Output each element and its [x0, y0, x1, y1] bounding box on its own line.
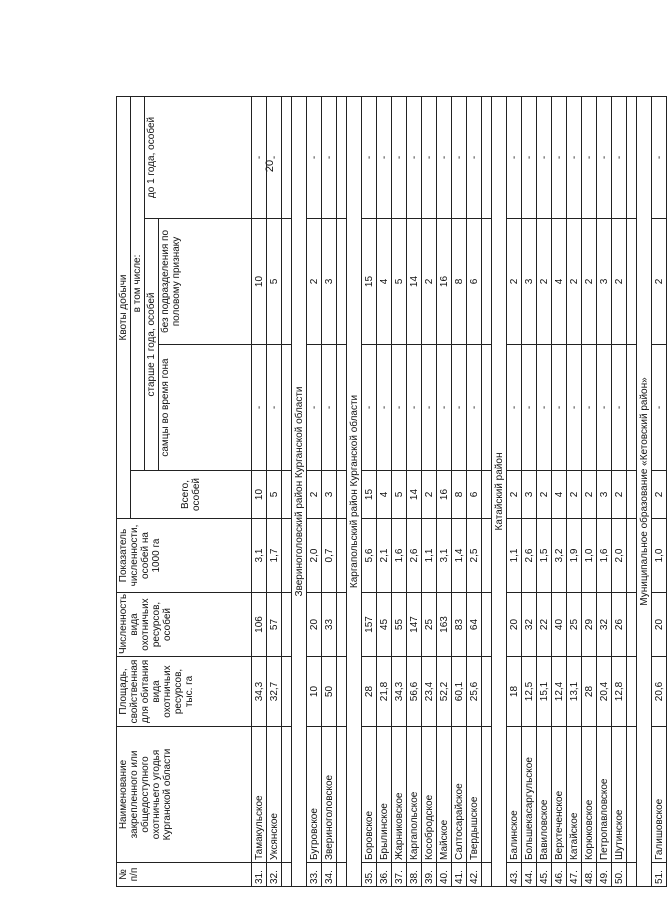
row-rut: -	[322, 345, 337, 471]
row-number: 45.	[537, 863, 552, 887]
row-area: 23,4	[422, 657, 437, 727]
spacer-cell	[282, 593, 292, 657]
row-total: 14	[407, 471, 422, 519]
row-total: 2	[567, 471, 582, 519]
header-in-that: в том числе:	[131, 96, 145, 470]
header-total: Всего, особей	[131, 471, 252, 519]
row-population: 25	[422, 593, 437, 657]
row-name: Каргапольское	[407, 727, 422, 863]
table-row	[467, 96, 482, 886]
row-young: -	[467, 96, 482, 218]
row-population: 57	[267, 593, 282, 657]
page-number: 20	[264, 159, 276, 173]
row-name: Вавиловское	[537, 727, 552, 863]
table-row	[567, 96, 582, 886]
row-area: 10	[307, 657, 322, 727]
row-density: 3,2	[552, 519, 567, 593]
row-number: 40.	[437, 863, 452, 887]
section-title: Катайский район	[492, 96, 507, 886]
spacer-cell	[482, 863, 492, 887]
spacer-row	[482, 96, 492, 886]
spacer-cell	[282, 96, 292, 218]
spacer-cell	[282, 657, 292, 727]
header-no-gender: без подразделения по половому признаку	[159, 219, 252, 345]
row-rut: -	[392, 345, 407, 471]
table-row	[652, 96, 667, 886]
row-number: 48.	[582, 863, 597, 887]
spacer-cell	[282, 471, 292, 519]
row-population: 33	[322, 593, 337, 657]
header-young: до 1 года, особей	[145, 96, 252, 218]
row-density: 1,6	[392, 519, 407, 593]
row-no-gender: 10	[252, 219, 267, 345]
row-total: 2	[422, 471, 437, 519]
row-area: 50	[322, 657, 337, 727]
row-name: Большекасаргульское	[522, 727, 537, 863]
row-population: 45	[377, 593, 392, 657]
row-rut: -	[537, 345, 552, 471]
row-young: -	[522, 96, 537, 218]
row-rut: -	[307, 345, 322, 471]
row-population: 20	[652, 593, 667, 657]
row-number: 51.	[652, 863, 667, 887]
table-row	[612, 96, 627, 886]
row-population: 20	[507, 593, 522, 657]
row-number: 36.	[377, 863, 392, 887]
row-area: 12,4	[552, 657, 567, 727]
row-number: 37.	[392, 863, 407, 887]
row-no-gender: 6	[467, 219, 482, 345]
row-no-gender: 3	[322, 219, 337, 345]
row-density: 2,0	[612, 519, 627, 593]
row-rut: -	[507, 345, 522, 471]
row-density: 1,1	[422, 519, 437, 593]
row-name: Брылинское	[377, 727, 392, 863]
row-young: -	[652, 96, 667, 218]
header-population: Численность вида охотничьих ресурсов, особей	[117, 593, 252, 657]
row-no-gender: 5	[392, 219, 407, 345]
row-population: 157	[362, 593, 377, 657]
row-young: -	[567, 96, 582, 218]
spacer-cell	[627, 96, 637, 218]
row-number: 46.	[552, 863, 567, 887]
spacer-cell	[337, 593, 347, 657]
row-population: 64	[467, 593, 482, 657]
row-density: 1,1	[507, 519, 522, 593]
row-name: Тамакульское	[252, 727, 267, 863]
spacer-cell	[282, 345, 292, 471]
row-total: 2	[652, 471, 667, 519]
row-name: Катайское	[567, 727, 582, 863]
table-row	[362, 96, 377, 886]
table-row	[507, 96, 522, 886]
spacer-row	[337, 96, 347, 886]
quota-table	[116, 96, 667, 887]
row-young: -	[377, 96, 392, 218]
spacer-cell	[482, 519, 492, 593]
spacer-cell	[482, 727, 492, 863]
header-rut: самцы во время гона	[159, 345, 252, 471]
row-number: 43.	[507, 863, 522, 887]
row-number: 42.	[467, 863, 482, 887]
spacer-cell	[482, 593, 492, 657]
row-name: Майское	[437, 727, 452, 863]
row-young: -	[267, 96, 282, 218]
row-population: 26	[612, 593, 627, 657]
spacer-cell	[627, 219, 637, 345]
row-number: 34.	[322, 863, 337, 887]
row-number: 32.	[267, 863, 282, 887]
row-no-gender: 2	[582, 219, 597, 345]
row-density: 2,6	[522, 519, 537, 593]
row-density: 1,4	[452, 519, 467, 593]
row-population: 147	[407, 593, 422, 657]
row-rut: -	[582, 345, 597, 471]
row-rut: -	[267, 345, 282, 471]
spacer-cell	[282, 727, 292, 863]
spacer-cell	[627, 519, 637, 593]
row-density: 1,6	[597, 519, 612, 593]
row-name: Петропавловское	[597, 727, 612, 863]
row-total: 8	[452, 471, 467, 519]
row-rut: -	[612, 345, 627, 471]
row-density: 1,7	[267, 519, 282, 593]
row-population: 40	[552, 593, 567, 657]
spacer-cell	[482, 657, 492, 727]
spacer-cell	[337, 345, 347, 471]
section-row	[637, 96, 652, 886]
row-name: Верхтеченское	[552, 727, 567, 863]
row-total: 5	[392, 471, 407, 519]
row-density: 2,6	[407, 519, 422, 593]
header-older: старше 1 года, особей	[145, 219, 159, 471]
row-total: 16	[437, 471, 452, 519]
row-number: 35.	[362, 863, 377, 887]
row-density: 1,5	[537, 519, 552, 593]
row-density: 5,6	[362, 519, 377, 593]
row-rut: -	[377, 345, 392, 471]
row-total: 5	[267, 471, 282, 519]
row-no-gender: 2	[612, 219, 627, 345]
spacer-cell	[337, 219, 347, 345]
spacer-cell	[282, 219, 292, 345]
row-young: -	[612, 96, 627, 218]
row-total: 4	[552, 471, 567, 519]
table-row	[377, 96, 392, 886]
row-rut: -	[567, 345, 582, 471]
row-total: 3	[597, 471, 612, 519]
row-population: 22	[537, 593, 552, 657]
row-young: -	[307, 96, 322, 218]
spacer-cell	[627, 593, 637, 657]
row-area: 32,7	[267, 657, 282, 727]
spacer-cell	[627, 863, 637, 887]
row-area: 18	[507, 657, 522, 727]
header-num: № п/п	[117, 863, 252, 887]
row-no-gender: 16	[437, 219, 452, 345]
row-young: -	[362, 96, 377, 218]
table-row	[597, 96, 612, 886]
spacer-row	[627, 96, 637, 886]
row-area: 12,8	[612, 657, 627, 727]
row-young: -	[407, 96, 422, 218]
header-name: Наименование закрепленного или общедоступного охотничьего угодья Курганской области	[117, 727, 252, 863]
row-density: 1,0	[582, 519, 597, 593]
row-area: 15,1	[537, 657, 552, 727]
row-area: 21,8	[377, 657, 392, 727]
table-row	[307, 96, 322, 886]
row-total: 4	[377, 471, 392, 519]
row-rut: -	[452, 345, 467, 471]
row-number: 49.	[597, 863, 612, 887]
row-name: Галишовское	[652, 727, 667, 863]
row-area: 13,1	[567, 657, 582, 727]
row-number: 33.	[307, 863, 322, 887]
table-row	[552, 96, 567, 886]
row-population: 163	[437, 593, 452, 657]
row-number: 31.	[252, 863, 267, 887]
spacer-cell	[337, 727, 347, 863]
row-total: 15	[362, 471, 377, 519]
row-no-gender: 3	[597, 219, 612, 345]
row-rut: -	[422, 345, 437, 471]
header-density: Показатель численности, особей на 1000 га	[117, 519, 252, 593]
table-row	[522, 96, 537, 886]
spacer-cell	[282, 519, 292, 593]
row-total: 2	[537, 471, 552, 519]
row-population: 55	[392, 593, 407, 657]
row-density: 0,7	[322, 519, 337, 593]
row-rut: -	[597, 345, 612, 471]
spacer-cell	[627, 727, 637, 863]
table-row	[407, 96, 422, 886]
row-total: 3	[522, 471, 537, 519]
row-population: 32	[597, 593, 612, 657]
row-no-gender: 2	[537, 219, 552, 345]
spacer-cell	[482, 345, 492, 471]
row-no-gender: 2	[307, 219, 322, 345]
row-young: -	[392, 96, 407, 218]
spacer-cell	[482, 219, 492, 345]
row-young: -	[422, 96, 437, 218]
row-area: 28	[362, 657, 377, 727]
row-number: 41.	[452, 863, 467, 887]
spacer-cell	[627, 471, 637, 519]
row-population: 106	[252, 593, 267, 657]
row-density: 1,0	[652, 519, 667, 593]
quota-table-rotated	[116, 97, 665, 887]
row-number: 47.	[567, 863, 582, 887]
row-young: -	[582, 96, 597, 218]
spacer-cell	[627, 345, 637, 471]
spacer-cell	[337, 96, 347, 218]
row-density: 3,1	[252, 519, 267, 593]
spacer-cell	[282, 863, 292, 887]
row-no-gender: 15	[362, 219, 377, 345]
row-number: 39.	[422, 863, 437, 887]
spacer-cell	[337, 471, 347, 519]
row-density: 2,0	[307, 519, 322, 593]
row-rut: -	[552, 345, 567, 471]
row-population: 32	[522, 593, 537, 657]
row-no-gender: 4	[552, 219, 567, 345]
row-rut: -	[362, 345, 377, 471]
row-name: Твердышское	[467, 727, 482, 863]
row-no-gender: 2	[567, 219, 582, 345]
row-name: Боровское	[362, 727, 377, 863]
row-density: 1,9	[567, 519, 582, 593]
row-area: 34,3	[252, 657, 267, 727]
row-no-gender: 2	[422, 219, 437, 345]
row-no-gender: 5	[267, 219, 282, 345]
row-young: -	[452, 96, 467, 218]
row-rut: -	[437, 345, 452, 471]
row-young: -	[552, 96, 567, 218]
row-no-gender: 2	[507, 219, 522, 345]
row-name: Уксянское	[267, 727, 282, 863]
spacer-cell	[482, 96, 492, 218]
row-number: 44.	[522, 863, 537, 887]
row-rut: -	[652, 345, 667, 471]
row-rut: -	[467, 345, 482, 471]
row-area: 28	[582, 657, 597, 727]
row-rut: -	[252, 345, 267, 471]
row-name: Кособродское	[422, 727, 437, 863]
row-total: 2	[582, 471, 597, 519]
row-total: 10	[252, 471, 267, 519]
row-name: Жарниковское	[392, 727, 407, 863]
row-young: -	[437, 96, 452, 218]
header-quotas: Квоты добычи	[117, 96, 131, 518]
row-area: 12,5	[522, 657, 537, 727]
row-area: 60,1	[452, 657, 467, 727]
table-row	[252, 96, 267, 886]
row-name: Звериноголовское	[322, 727, 337, 863]
row-no-gender: 3	[522, 219, 537, 345]
row-area: 20,4	[597, 657, 612, 727]
row-population: 25	[567, 593, 582, 657]
table-row	[437, 96, 452, 886]
row-number: 50.	[612, 863, 627, 887]
table-row	[422, 96, 437, 886]
spacer-cell	[337, 863, 347, 887]
row-name: Шутинское	[612, 727, 627, 863]
row-total: 2	[507, 471, 522, 519]
row-name: Балинское	[507, 727, 522, 863]
section-row	[492, 96, 507, 886]
row-density: 2,1	[377, 519, 392, 593]
row-area: 52,2	[437, 657, 452, 727]
row-population: 83	[452, 593, 467, 657]
table-row	[537, 96, 552, 886]
row-young: -	[322, 96, 337, 218]
section-title: Каргапольский район Курганской области	[347, 96, 362, 886]
row-rut: -	[407, 345, 422, 471]
row-total: 6	[467, 471, 482, 519]
spacer-cell	[627, 657, 637, 727]
row-name: Корюковское	[582, 727, 597, 863]
row-young: -	[537, 96, 552, 218]
table-row	[582, 96, 597, 886]
row-population: 20	[307, 593, 322, 657]
header-area: Площадь, свойственная для обитания вида охотничьих ресурсов, тыс. га	[117, 657, 252, 727]
section-title: Звериноголовский район Курганской области	[292, 96, 307, 886]
row-rut: -	[522, 345, 537, 471]
row-name: Салтосарайское	[452, 727, 467, 863]
row-name: Бугровское	[307, 727, 322, 863]
row-no-gender: 14	[407, 219, 422, 345]
spacer-cell	[482, 471, 492, 519]
row-density: 2,5	[467, 519, 482, 593]
table-row	[267, 96, 282, 886]
row-area: 20,6	[652, 657, 667, 727]
row-total: 2	[307, 471, 322, 519]
row-no-gender: 8	[452, 219, 467, 345]
table-row	[452, 96, 467, 886]
spacer-row	[282, 96, 292, 886]
spacer-cell	[337, 657, 347, 727]
row-population: 29	[582, 593, 597, 657]
row-young: -	[252, 96, 267, 218]
table-row	[392, 96, 407, 886]
section-row	[292, 96, 307, 886]
row-young: -	[507, 96, 522, 218]
table-row	[322, 96, 337, 886]
row-area: 34,3	[392, 657, 407, 727]
row-total: 2	[612, 471, 627, 519]
row-young: -	[597, 96, 612, 218]
row-total: 3	[322, 471, 337, 519]
row-area: 25,6	[467, 657, 482, 727]
spacer-cell	[337, 519, 347, 593]
row-number: 38.	[407, 863, 422, 887]
section-title: Муниципальное образование «Кетовский район»	[637, 96, 652, 886]
section-row	[347, 96, 362, 886]
row-no-gender: 4	[377, 219, 392, 345]
row-area: 56,6	[407, 657, 422, 727]
row-density: 3,1	[437, 519, 452, 593]
row-no-gender: 2	[652, 219, 667, 345]
